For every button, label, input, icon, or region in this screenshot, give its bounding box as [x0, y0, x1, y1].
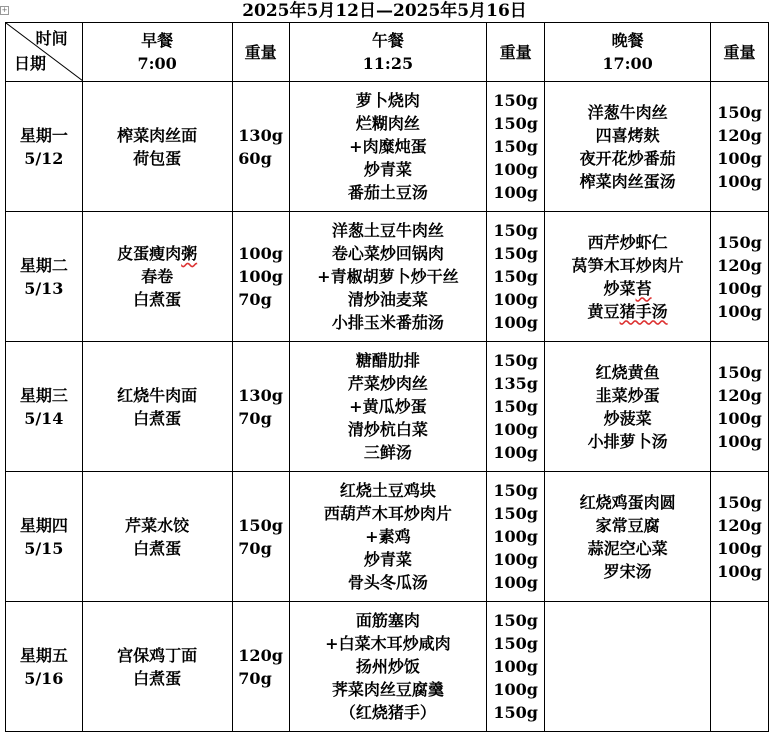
- lunch-weight-cell-item: 150g: [493, 244, 538, 263]
- breakfast-weight-cell: [232, 342, 289, 472]
- breakfast-weight-cell-list: [238, 384, 283, 430]
- breakfast-cell-item: 白煮蛋: [133, 290, 182, 309]
- dinner-cell-item: 炒菜苔: [603, 278, 652, 298]
- breakfast-weight-cell-item: 70g: [238, 668, 272, 688]
- day-cell: [6, 212, 83, 342]
- breakfast-weight-header: 重量: [232, 23, 289, 82]
- table-row: [6, 82, 769, 212]
- breakfast-cell-item: 芹菜水饺: [125, 515, 190, 535]
- lunch-cell-list: [348, 349, 428, 464]
- lunch-weight-cell-item: 135g: [493, 374, 538, 393]
- breakfast-cell-item: 白煮蛋: [133, 538, 182, 558]
- dinner-cell-item: 蒜泥空心菜: [587, 538, 668, 558]
- lunch-weight-cell-list: [493, 349, 538, 464]
- dinner-cell-item: 夜开花炒番茄: [579, 148, 676, 168]
- lunch-weight-cell-item: 100g: [493, 313, 538, 332]
- lunch-cell-item: 扬州炒饭: [355, 657, 420, 676]
- breakfast-weight-cell-list: [238, 514, 283, 560]
- breakfast-cell-item: 宫保鸡丁面: [117, 645, 198, 665]
- dinner-cell: [545, 472, 711, 602]
- dinner-label: 晚餐: [611, 31, 644, 50]
- breakfast-weight-cell-item: 120g: [238, 645, 283, 665]
- table-row: [6, 342, 769, 472]
- day-cell: [6, 472, 83, 602]
- lunch-cell: [289, 212, 487, 342]
- dinner-cell-item: 红烧鸡蛋肉圆: [579, 492, 676, 512]
- breakfast-weight-cell: [232, 212, 289, 342]
- breakfast-cell-list: [117, 242, 197, 311]
- lunch-cell-item: 烂糊肉丝: [355, 114, 420, 133]
- lunch-cell-item: +白菜木耳炒咸肉: [325, 634, 451, 653]
- breakfast-cell-item: 白煮蛋: [133, 408, 182, 428]
- dinner-weight-cell-item: 100g: [717, 408, 762, 428]
- dinner-weight-cell: [711, 82, 769, 212]
- lunch-weight-cell-item: 100g: [493, 420, 538, 439]
- lunch-cell-item: +素鸡: [365, 527, 411, 546]
- weekly-menu-table: [5, 22, 769, 732]
- breakfast-weight-cell-list: [238, 242, 283, 311]
- breakfast-weight-cell-item: 100g: [238, 244, 283, 263]
- date-header: 日期: [14, 54, 47, 73]
- lunch-weight-cell: [487, 472, 545, 602]
- lunch-weight-cell-list: [493, 89, 538, 204]
- table-row: [6, 602, 769, 732]
- day-rows: [6, 82, 769, 732]
- dinner-cell-item: 榨菜肉丝蛋汤: [579, 171, 676, 191]
- dinner-weight-cell-item: 150g: [717, 362, 762, 382]
- lunch-cell-item: （红烧猪手）: [339, 703, 436, 722]
- dinner-weight-cell: [711, 212, 769, 342]
- lunch-cell-item: 小排玉米番茄汤: [331, 313, 444, 332]
- lunch-weight-cell-item: 100g: [493, 183, 538, 202]
- dinner-weight-cell-item: 100g: [717, 171, 762, 191]
- lunch-weight-cell-item: 150g: [493, 351, 538, 370]
- lunch-cell-item: +青椒胡萝卜炒干丝: [317, 267, 459, 286]
- lunch-cell-list: [348, 89, 428, 204]
- lunch-weight-cell-item: 150g: [493, 703, 538, 722]
- table-anchor-icon: +: [1, 6, 8, 14]
- lunch-cell: [289, 472, 487, 602]
- lunch-cell-list: [324, 479, 452, 594]
- dinner-weight-cell-item: 100g: [717, 431, 762, 451]
- lunch-weight-cell-item: 150g: [493, 267, 538, 286]
- lunch-cell-item: 骨头冬瓜汤: [347, 573, 428, 592]
- day-cell: [6, 602, 83, 732]
- dinner-cell: [545, 82, 711, 212]
- date-label: 5/12: [24, 148, 64, 168]
- lunch-cell-item: 洋葱土豆牛肉丝: [331, 221, 444, 240]
- lunch-cell: [289, 82, 487, 212]
- lunch-cell-item: 红烧土豆鸡块: [339, 481, 436, 500]
- lunch-cell-item: 萝卜烧肉: [355, 91, 420, 110]
- breakfast-weight-cell: [232, 472, 289, 602]
- dinner-weight-cell-item: 120g: [717, 125, 762, 145]
- weekday-label: 星期三: [19, 385, 68, 405]
- lunch-weight-cell-item: 150g: [493, 91, 538, 110]
- dinner-cell-list: [580, 101, 676, 193]
- corner-header-cell: [6, 23, 83, 82]
- dinner-weight-cell-item: 100g: [717, 301, 762, 321]
- lunch-weight-cell: [487, 342, 545, 472]
- breakfast-weight-cell-list: [238, 644, 283, 690]
- date-label: 5/16: [24, 668, 64, 688]
- dinner-cell-list: [572, 231, 684, 323]
- dinner-weight-cell-item: 150g: [717, 102, 762, 122]
- lunch-weight-cell-list: [493, 479, 538, 594]
- day-cell: [6, 82, 83, 212]
- dinner-cell: [545, 212, 711, 342]
- dinner-weight-cell: [711, 342, 769, 472]
- dinner-weight-cell-item: 100g: [717, 148, 762, 168]
- lunch-header: [289, 23, 487, 82]
- table-row: [6, 472, 769, 602]
- breakfast-cell-item: 皮蛋瘦肉粥: [117, 244, 198, 263]
- dinner-cell-item: 莴笋木耳炒肉片: [571, 255, 684, 275]
- dinner-cell-item: 西芹炒虾仁: [587, 232, 668, 252]
- breakfast-weight-cell-item: 100g: [238, 267, 283, 286]
- dinner-weight-cell: [711, 472, 769, 602]
- breakfast-cell-item: 荷包蛋: [133, 148, 182, 168]
- breakfast-weight-cell-item: 70g: [238, 408, 272, 428]
- dinner-weight-cell-item: 100g: [717, 538, 762, 558]
- dinner-time: 17:00: [602, 54, 653, 73]
- breakfast-cell-list: [117, 124, 197, 170]
- breakfast-cell: [82, 212, 232, 342]
- lunch-weight-cell-item: 150g: [493, 397, 538, 416]
- dinner-cell: [545, 602, 711, 732]
- lunch-cell-item: 荠菜肉丝豆腐羹: [331, 680, 444, 699]
- breakfast-label: 早餐: [141, 31, 174, 50]
- dinner-cell-item: 四喜烤麸: [595, 125, 660, 145]
- breakfast-weight-cell: [232, 602, 289, 732]
- header-row: [6, 23, 769, 82]
- lunch-cell-item: 芹菜炒肉丝: [347, 374, 428, 393]
- table-row: [6, 212, 769, 342]
- lunch-weight-cell-item: 100g: [493, 160, 538, 179]
- lunch-weight-cell-item: 150g: [493, 137, 538, 156]
- dinner-cell-item: 洋葱牛肉丝: [587, 102, 668, 122]
- lunch-weight-cell-item: 150g: [493, 504, 538, 523]
- breakfast-cell-item: 白煮蛋: [133, 668, 182, 688]
- lunch-weight-cell-item: 100g: [493, 290, 538, 309]
- lunch-cell-item: +肉糜炖蛋: [349, 137, 427, 156]
- breakfast-cell: [82, 342, 232, 472]
- lunch-weight-cell-item: 100g: [493, 680, 538, 699]
- weekday-label: 星期二: [19, 255, 68, 275]
- dinner-weight-cell-list: [717, 491, 762, 583]
- breakfast-weight-cell-item: 60g: [238, 148, 272, 168]
- date-label: 5/14: [24, 408, 64, 428]
- breakfast-cell-item: 春卷: [141, 267, 174, 286]
- dinner-cell-list: [580, 491, 676, 583]
- dinner-cell-item: 家常豆腐: [595, 515, 660, 535]
- lunch-cell-item: 炒青菜: [363, 550, 412, 569]
- lunch-cell-list: [325, 609, 450, 724]
- dinner-weight-cell-item: 100g: [717, 561, 762, 581]
- lunch-cell-item: +黄瓜炒蛋: [349, 397, 427, 416]
- breakfast-weight-cell-item: 70g: [238, 290, 272, 309]
- lunch-weight-cell-item: 100g: [493, 527, 538, 546]
- dinner-weight-header: 重量: [711, 23, 769, 82]
- weekday-label: 星期一: [19, 125, 68, 145]
- breakfast-cell: [82, 602, 232, 732]
- dinner-weight-cell-item: 120g: [717, 255, 762, 275]
- page-title: 2025年5月12日—2025年5月16日: [242, 1, 527, 21]
- dinner-weight-cell-item: 120g: [717, 515, 762, 535]
- breakfast-weight-cell-list: [238, 124, 283, 170]
- day-cell: [6, 342, 83, 472]
- weekday-label: 星期五: [19, 645, 68, 665]
- dinner-weight-cell: [711, 602, 769, 732]
- weekday-label: 星期四: [19, 515, 68, 535]
- breakfast-cell-list: [117, 384, 197, 430]
- lunch-label: 午餐: [371, 31, 404, 50]
- dinner-cell-list: [588, 361, 668, 453]
- breakfast-cell-list: [125, 514, 189, 560]
- lunch-cell-item: 卷心菜炒回锅肉: [331, 244, 444, 263]
- dinner-weight-cell-item: 150g: [717, 232, 762, 252]
- breakfast-cell: [82, 82, 232, 212]
- dinner-weight-cell-item: 150g: [717, 492, 762, 512]
- dinner-weight-cell-list: [717, 231, 762, 323]
- lunch-cell-item: 番茄土豆汤: [347, 183, 428, 202]
- lunch-cell-item: 糖醋肋排: [355, 351, 420, 370]
- lunch-weight-cell-item: 150g: [493, 634, 538, 653]
- lunch-weight-cell-item: 150g: [493, 114, 538, 133]
- date-label: 5/13: [24, 278, 64, 298]
- dinner-cell-item: 小排萝卜汤: [587, 431, 668, 451]
- lunch-weight-cell-list: [493, 219, 538, 334]
- lunch-weight-cell-list: [493, 609, 538, 724]
- lunch-weight-cell: [487, 602, 545, 732]
- dinner-cell-item: 韭菜炒蛋: [595, 385, 660, 405]
- lunch-weight-header: 重量: [487, 23, 545, 82]
- dinner-weight-cell-list: [717, 101, 762, 193]
- lunch-weight-cell-item: 100g: [493, 550, 538, 569]
- lunch-weight-cell: [487, 212, 545, 342]
- lunch-cell-item: 炒青菜: [363, 160, 412, 179]
- breakfast-weight-cell-item: 150g: [238, 515, 283, 535]
- lunch-cell-item: 清炒油麦菜: [347, 290, 428, 309]
- breakfast-time: 7:00: [137, 54, 177, 73]
- lunch-weight-cell-item: 150g: [493, 611, 538, 630]
- breakfast-weight-cell: [232, 82, 289, 212]
- lunch-cell: [289, 602, 487, 732]
- breakfast-header: [82, 23, 232, 82]
- time-header: 时间: [35, 29, 68, 48]
- breakfast-cell: [82, 472, 232, 602]
- dinner-cell-item: 炒菠菜: [603, 408, 652, 428]
- lunch-weight-cell-item: 100g: [493, 443, 538, 462]
- breakfast-cell-item: 红烧牛肉面: [117, 385, 198, 405]
- date-label: 5/15: [24, 538, 64, 558]
- lunch-weight-cell-item: 100g: [493, 573, 538, 592]
- dinner-cell-item: 罗宋汤: [603, 561, 652, 581]
- dinner-cell-item: 红烧黄鱼: [595, 362, 660, 382]
- lunch-weight-cell-item: 150g: [493, 221, 538, 240]
- breakfast-cell-item: 榨菜肉丝面: [117, 125, 198, 145]
- lunch-cell-item: 三鲜汤: [363, 443, 412, 462]
- lunch-weight-cell-item: 150g: [493, 481, 538, 500]
- lunch-cell: [289, 342, 487, 472]
- dinner-cell: [545, 342, 711, 472]
- lunch-cell-item: 面筋塞肉: [355, 611, 420, 630]
- breakfast-weight-cell-item: 130g: [238, 385, 283, 405]
- dinner-header: [545, 23, 711, 82]
- lunch-weight-cell-item: 100g: [493, 657, 538, 676]
- lunch-cell-item: 西葫芦木耳炒肉片: [323, 504, 452, 523]
- breakfast-cell-list: [117, 644, 197, 690]
- breakfast-weight-cell-item: 130g: [238, 125, 283, 145]
- lunch-cell-item: 清炒杭白菜: [347, 420, 428, 439]
- lunch-weight-cell: [487, 82, 545, 212]
- breakfast-weight-cell-item: 70g: [238, 538, 272, 558]
- lunch-cell-list: [317, 219, 458, 334]
- dinner-weight-cell-item: 100g: [717, 278, 762, 298]
- dinner-weight-cell-list: [717, 361, 762, 453]
- dinner-weight-cell-item: 120g: [717, 385, 762, 405]
- lunch-time: 11:25: [362, 54, 414, 73]
- dinner-cell-item: 黄豆猪手汤: [587, 301, 668, 321]
